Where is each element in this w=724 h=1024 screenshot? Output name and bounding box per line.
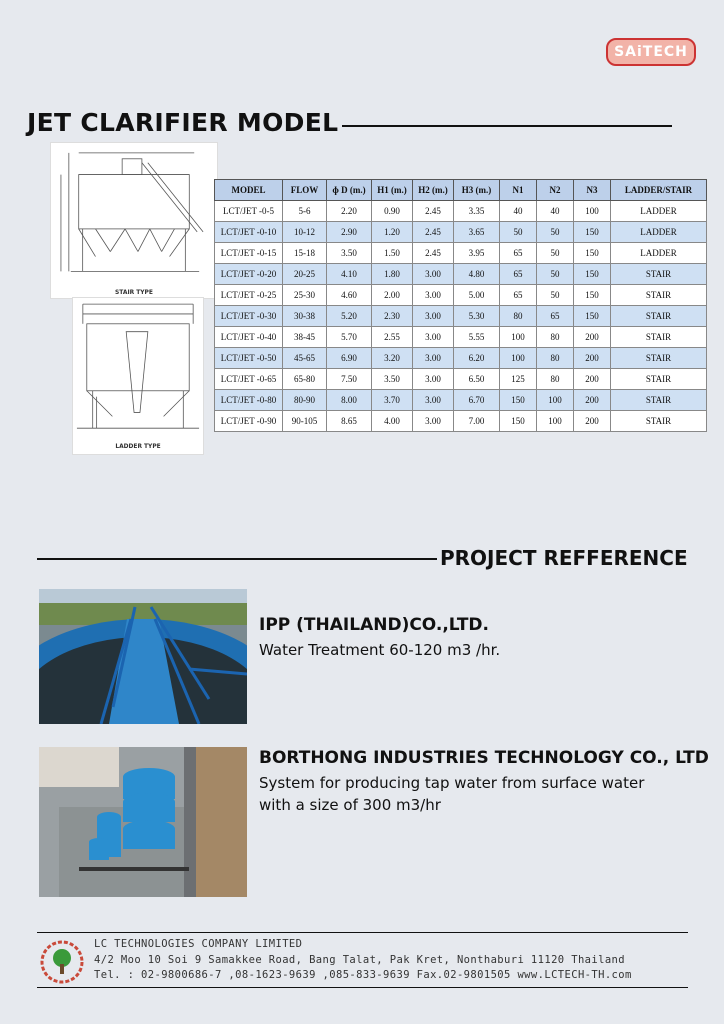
table-cell: STAIR	[611, 285, 707, 306]
table-cell: LADDER	[611, 201, 707, 222]
table-header: ɸ D (m.)	[327, 180, 372, 201]
table-cell: LADDER	[611, 243, 707, 264]
table-cell: 3.70	[372, 390, 413, 411]
reference-divider	[37, 558, 437, 560]
ladder-type-caption: LADDER TYPE	[115, 443, 161, 450]
table-cell: 2.45	[413, 222, 454, 243]
table-cell: STAIR	[611, 264, 707, 285]
table-cell: LCT/JET -0-20	[215, 264, 283, 285]
table-cell: STAIR	[611, 348, 707, 369]
table-header-row	[215, 180, 707, 201]
table-cell: 5.30	[454, 306, 500, 327]
borthong-project-photo	[39, 747, 247, 897]
table-cell: 80	[500, 306, 537, 327]
table-cell: 200	[574, 348, 611, 369]
table-cell: 40	[500, 201, 537, 222]
table-cell: 50	[537, 264, 574, 285]
reference-title: PROJECT REFFERENCE	[440, 546, 688, 570]
table-cell: 40	[537, 201, 574, 222]
table-cell: LCT/JET -0-90	[215, 411, 283, 432]
table-cell: 3.35	[454, 201, 500, 222]
table-cell: STAIR	[611, 390, 707, 411]
project-description: Water Treatment 60-120 m3 /hr.	[259, 641, 501, 659]
table-cell: 3.95	[454, 243, 500, 264]
table-cell: 150	[500, 390, 537, 411]
table-cell: LCT/JET -0-65	[215, 369, 283, 390]
table-cell: 3.00	[413, 327, 454, 348]
stair-type-caption: STAIR TYPE	[115, 290, 153, 297]
table-cell: 4.00	[372, 411, 413, 432]
table-cell: LCT/JET -0-5	[215, 201, 283, 222]
table-cell: 3.00	[413, 306, 454, 327]
table-cell: 150	[574, 285, 611, 306]
table-cell: 3.50	[372, 369, 413, 390]
table-cell: 3.65	[454, 222, 500, 243]
page-title: JET CLARIFIER MODEL	[27, 108, 339, 137]
project-description-line: with a size of 300 m3/hr	[259, 796, 441, 814]
spec-table	[214, 179, 707, 432]
table-row	[215, 369, 707, 390]
table-cell: 2.20	[327, 201, 372, 222]
table-cell: 38-45	[283, 327, 327, 348]
table-cell: 5.00	[454, 285, 500, 306]
table-cell: 2.90	[327, 222, 372, 243]
table-cell: 0.90	[372, 201, 413, 222]
table-header: N3	[574, 180, 611, 201]
project-description	[259, 772, 644, 816]
table-cell: 65	[537, 306, 574, 327]
table-row	[215, 285, 707, 306]
table-cell: 150	[574, 306, 611, 327]
table-cell: 200	[574, 390, 611, 411]
footer-contact: Tel. : 02-9800686-7 ,08-1623-9639 ,085-833-9639 Fax.02-9801505 www.LCTECH-TH.com	[94, 969, 632, 981]
table-cell: 6.90	[327, 348, 372, 369]
table-cell: 6.20	[454, 348, 500, 369]
ipp-project-photo	[39, 589, 247, 724]
table-cell: LCT/JET -0-25	[215, 285, 283, 306]
table-cell: LCT/JET -0-10	[215, 222, 283, 243]
table-cell: LCT/JET -0-50	[215, 348, 283, 369]
table-cell: 5.70	[327, 327, 372, 348]
table-cell: 3.00	[413, 390, 454, 411]
table-cell: 90-105	[283, 411, 327, 432]
table-cell: 3.00	[413, 348, 454, 369]
table-row	[215, 222, 707, 243]
footer-bottom-divider	[37, 987, 688, 988]
table-header: MODEL	[215, 180, 283, 201]
table-cell: 4.60	[327, 285, 372, 306]
table-cell: 5-6	[283, 201, 327, 222]
table-cell: 3.00	[413, 264, 454, 285]
table-row	[215, 327, 707, 348]
table-cell: 25-30	[283, 285, 327, 306]
table-cell: 100	[500, 348, 537, 369]
table-cell: STAIR	[611, 327, 707, 348]
table-header: N2	[537, 180, 574, 201]
table-cell: 7.00	[454, 411, 500, 432]
table-cell: 200	[574, 327, 611, 348]
title-divider	[342, 125, 672, 127]
table-cell: 10-12	[283, 222, 327, 243]
table-cell: LADDER	[611, 222, 707, 243]
table-row	[215, 348, 707, 369]
table-row	[215, 264, 707, 285]
table-header: LADDER/STAIR	[611, 180, 707, 201]
footer-top-divider	[37, 932, 688, 933]
stair-type-drawing	[50, 142, 218, 299]
table-cell: 150	[574, 243, 611, 264]
table-cell: 100	[574, 201, 611, 222]
table-cell: 80-90	[283, 390, 327, 411]
table-cell: 150	[574, 222, 611, 243]
table-cell: LCT/JET -0-80	[215, 390, 283, 411]
table-cell: 50	[537, 285, 574, 306]
table-cell: 2.00	[372, 285, 413, 306]
table-cell: 80	[537, 369, 574, 390]
table-cell: LCT/JET -0-40	[215, 327, 283, 348]
table-cell: 65	[500, 285, 537, 306]
project-name: IPP (THAILAND)CO.,LTD.	[259, 615, 489, 635]
table-header: H1 (m.)	[372, 180, 413, 201]
table-header: H3 (m.)	[454, 180, 500, 201]
ladder-type-drawing	[72, 297, 204, 455]
table-cell: 80	[537, 348, 574, 369]
table-cell: 80	[537, 327, 574, 348]
table-cell: 50	[537, 243, 574, 264]
company-logo-icon	[40, 940, 84, 984]
footer-address: 4/2 Moo 10 Soi 9 Samakkee Road, Bang Talat, Pak Kret, Nonthaburi 11120 Thailand	[94, 954, 626, 966]
table-cell: 2.45	[413, 243, 454, 264]
table-cell: 3.00	[413, 285, 454, 306]
table-header: H2 (m.)	[413, 180, 454, 201]
table-row	[215, 201, 707, 222]
table-cell: 8.00	[327, 390, 372, 411]
table-cell: 3.20	[372, 348, 413, 369]
table-cell: 4.10	[327, 264, 372, 285]
table-cell: 150	[574, 264, 611, 285]
table-cell: 100	[537, 390, 574, 411]
table-cell: 125	[500, 369, 537, 390]
table-cell: 6.70	[454, 390, 500, 411]
table-cell: 3.00	[413, 411, 454, 432]
table-cell: 65	[500, 264, 537, 285]
table-cell: 200	[574, 369, 611, 390]
table-cell: 7.50	[327, 369, 372, 390]
footer-company: LC TECHNOLOGIES COMPANY LIMITED	[94, 938, 303, 950]
table-cell: STAIR	[611, 306, 707, 327]
table-cell: 8.65	[327, 411, 372, 432]
table-cell: LCT/JET -0-15	[215, 243, 283, 264]
table-cell: 20-25	[283, 264, 327, 285]
table-cell: 15-18	[283, 243, 327, 264]
table-cell: STAIR	[611, 369, 707, 390]
project-description-line: System for producing tap water from surface water	[259, 774, 645, 792]
table-cell: 2.30	[372, 306, 413, 327]
table-cell: 200	[574, 411, 611, 432]
table-cell: 30-38	[283, 306, 327, 327]
table-cell: 50	[537, 222, 574, 243]
table-row	[215, 243, 707, 264]
table-cell: 45-65	[283, 348, 327, 369]
project-name: BORTHONG INDUSTRIES TECHNOLOGY CO., LTD	[259, 748, 709, 768]
table-cell: 6.50	[454, 369, 500, 390]
table-cell: LCT/JET -0-30	[215, 306, 283, 327]
table-row	[215, 390, 707, 411]
table-cell: 5.20	[327, 306, 372, 327]
saitech-logo: SAiTECH	[606, 38, 696, 66]
table-cell: 1.20	[372, 222, 413, 243]
table-cell: 3.50	[327, 243, 372, 264]
table-cell: 150	[500, 411, 537, 432]
table-cell: 2.55	[372, 327, 413, 348]
table-row	[215, 411, 707, 432]
table-cell: STAIR	[611, 411, 707, 432]
table-cell: 65-80	[283, 369, 327, 390]
table-cell: 5.55	[454, 327, 500, 348]
table-cell: 4.80	[454, 264, 500, 285]
table-cell: 1.50	[372, 243, 413, 264]
table-cell: 100	[537, 411, 574, 432]
table-cell: 3.00	[413, 369, 454, 390]
table-cell: 65	[500, 243, 537, 264]
table-cell: 50	[500, 222, 537, 243]
table-header: FLOW	[283, 180, 327, 201]
table-row	[215, 306, 707, 327]
table-cell: 1.80	[372, 264, 413, 285]
table-header: N1	[500, 180, 537, 201]
table-cell: 100	[500, 327, 537, 348]
table-cell: 2.45	[413, 201, 454, 222]
